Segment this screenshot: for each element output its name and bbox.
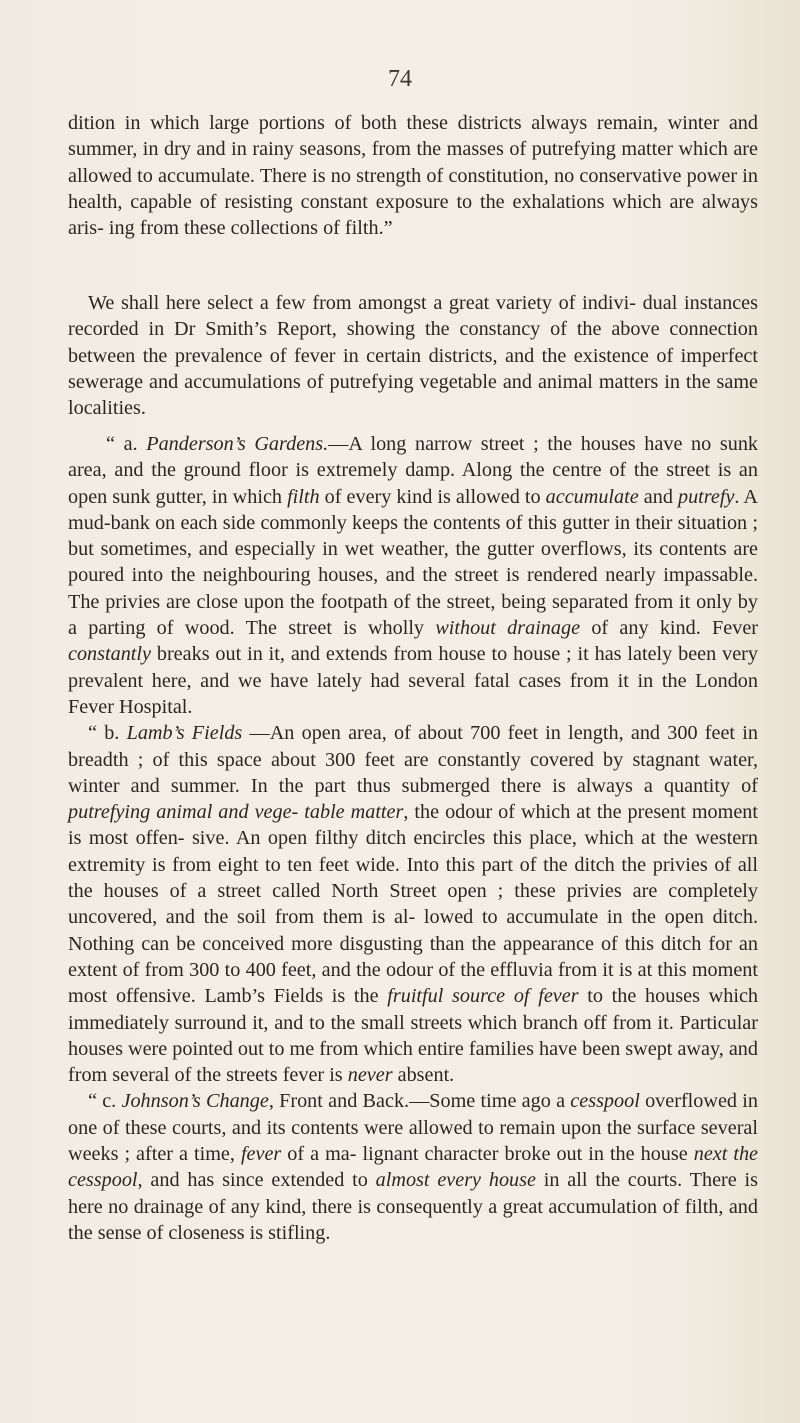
entry-a-lead: “ a. <box>106 433 147 455</box>
entry-b-text: absent. <box>392 1064 455 1087</box>
entry-b-title: Lamb’s Fields <box>126 722 243 745</box>
entry-c-paragraph <box>68 1088 758 1246</box>
entry-c-text: , Front and Back.—Some time ago a <box>268 1090 571 1113</box>
entry-a-emphasis: putrefy <box>677 485 735 508</box>
entry-b-emphasis: putrefying animal and vege- table matter <box>68 801 404 824</box>
text-block-entries <box>68 431 758 1246</box>
entry-b-text: —An open area, of about 700 feet in length, and 300 feet in breadth ; of this space about 300 feet are constantly covered by stagnant water, winter and summer. In the part thus submerged there is always a quantity of <box>68 722 758 797</box>
entry-a-emphasis: filth <box>287 485 320 508</box>
entry-a-text: breaks out in it, and extends from house to house ; it has lately been very prevalent here, and we have lately had several fatal cases from it in the London Fever Hospital. <box>68 643 758 718</box>
page-number: 74 <box>388 66 412 92</box>
entry-c-text: of a ma- lignant character broke out in the house <box>281 1143 694 1166</box>
entry-b-text: to the houses which immediately surround it, and to the small streets which branch off from it. Particular houses were pointed out to me from which entire families have been swept away, and from several of the streets fever is <box>68 985 758 1087</box>
entry-c-emphasis: almost every house <box>375 1169 536 1192</box>
paragraph-intro: We shall here select a few from amongst a great variety of indivi- dual instances recorded in Dr Smith’s Report, showing the constancy of the above connection between the prevalence of fever in certain districts, and the existence of imperfect sewerage and accumulations of putrefying vegetable and animal matters in the same localities. <box>68 292 758 420</box>
entry-a-paragraph <box>68 431 758 720</box>
entry-a-text: of any kind. Fever <box>580 617 759 640</box>
entry-c-lead: “ c. <box>88 1090 122 1113</box>
entry-c-title: Johnson’s Change <box>121 1090 269 1113</box>
entry-c-text: , and has since extended to <box>137 1169 376 1192</box>
text-block-opening <box>68 110 758 241</box>
entry-b-text: , the odour of which at the present moment is most offen- sive. An open filthy ditch encircles this place, which at the western extremity is from eight to ten feet wide. Into this part of the ditch the privies of all the houses of a street called North Street open ; these privies are completely uncovered, and the soil from them is al- lowed to accumulate in the open ditch. Nothing can be conceived more disgusting than the appearance of this ditch for an extent of from 300 to 400 feet, and the odour of the effluvia from it is at this moment most offensive. Lamb’s Fields is the <box>68 801 758 1008</box>
text-block-intro <box>68 290 758 421</box>
entry-a-text: and <box>638 485 678 508</box>
entry-c-text: in all the courts. There is here no drainage of any kind, there is consequently a great accumulation of filth, and the sense of closeness is stifling. <box>68 1169 759 1244</box>
entry-c-emphasis: cesspool <box>570 1090 640 1113</box>
entry-b-emphasis: never <box>347 1064 393 1087</box>
entry-a-emphasis: accumulate <box>545 485 639 508</box>
entry-c-emphasis: fever <box>240 1143 282 1166</box>
entry-a-emphasis: without drainage <box>435 617 581 640</box>
entry-a-emphasis: constantly <box>68 643 151 666</box>
entry-c-text: overflowed in one of these courts, and its contents were allowed to remain upon the surface several weeks ; after a time, <box>68 1090 758 1166</box>
entry-a-text: . A mud-bank on each side commonly keeps the contents of this gutter in their situation ; but sometimes, and especially in wet weather, the gutter overflows, its contents are poured into the neighbouring houses, and the street is rendered nearly impassable. The privies are close upon the footpath of the street, being separated from it only by a parting of wood. The street is wholly <box>68 485 758 640</box>
entry-b-lead: “ b. <box>88 722 127 745</box>
paragraph-continuation: dition in which large portions of both these districts always remain, winter and summer, in dry and in rainy seasons, from the masses of putrefying matter which are allowed to accumulate. There is no strength of constitution, no conservative power in health, capable of resisting constant exposure to the exhalations which are always aris- ing from these collections of filth.” <box>68 112 758 240</box>
entry-b-emphasis: fruitful source of fever <box>387 985 579 1008</box>
entry-a-text: —A long narrow street ; the houses have no sunk area, and the ground floor is extremely damp. Along the centre of the street is an open sunk gutter, in which <box>68 433 759 508</box>
entry-c-emphasis: next the cesspool <box>68 1143 759 1192</box>
entry-a-title: Panderson’s Gardens. <box>146 433 329 455</box>
entry-b-paragraph <box>68 720 758 1088</box>
entry-a-text: of every kind is allowed to <box>319 485 546 508</box>
